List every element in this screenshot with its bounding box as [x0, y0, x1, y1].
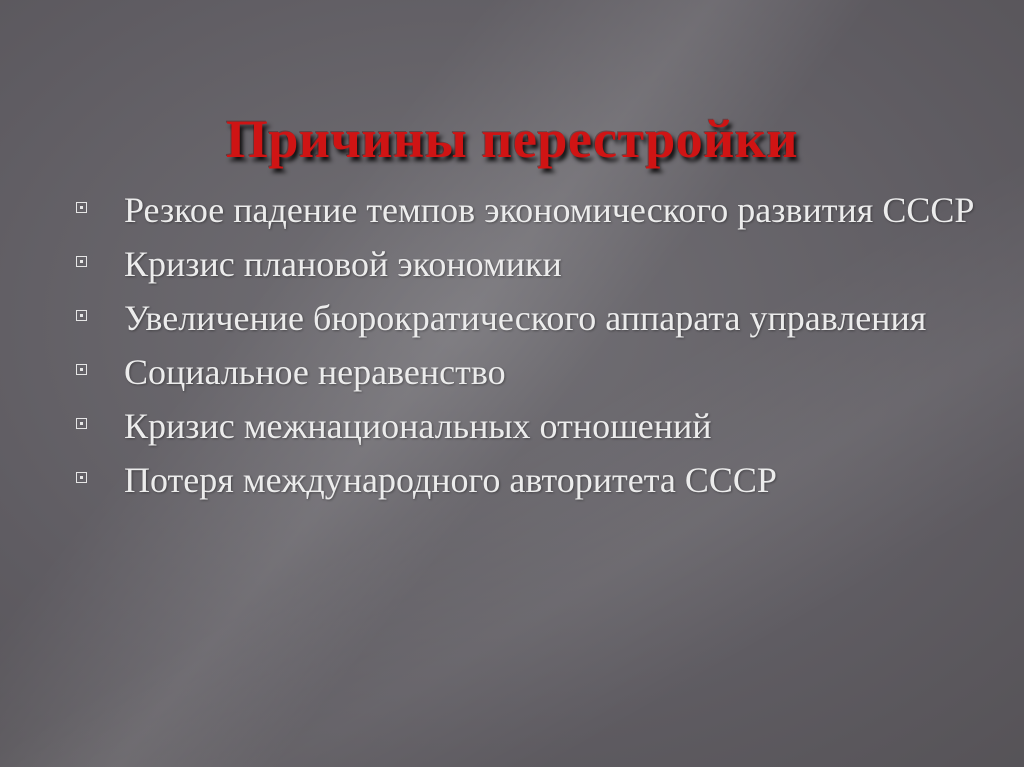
bullet-text: Резкое падение темпов экономического развития СССР — [124, 190, 975, 230]
bullet-item — [76, 242, 976, 286]
bullet-item — [76, 188, 976, 232]
bullet-text: Социальное неравенство — [124, 352, 506, 392]
bullet-item — [76, 404, 976, 448]
slide-title: Причины перестройки — [225, 109, 799, 170]
square-bullet-icon — [76, 202, 87, 213]
square-bullet-icon — [76, 418, 87, 429]
bullet-text: Увеличение бюрократического аппарата управления — [124, 298, 927, 338]
bullet-text: Кризис плановой экономики — [124, 244, 562, 284]
square-bullet-icon — [76, 472, 87, 483]
square-bullet-icon — [76, 256, 87, 267]
bullet-item — [76, 296, 976, 340]
bullet-item — [76, 350, 976, 394]
square-bullet-icon — [76, 310, 87, 321]
bullet-text: Кризис межнациональных отношений — [124, 406, 712, 446]
bullet-list — [76, 188, 976, 512]
bullet-text: Потеря международного авторитета СССР — [124, 460, 777, 500]
bullet-item — [76, 458, 976, 502]
square-bullet-icon — [76, 364, 87, 375]
